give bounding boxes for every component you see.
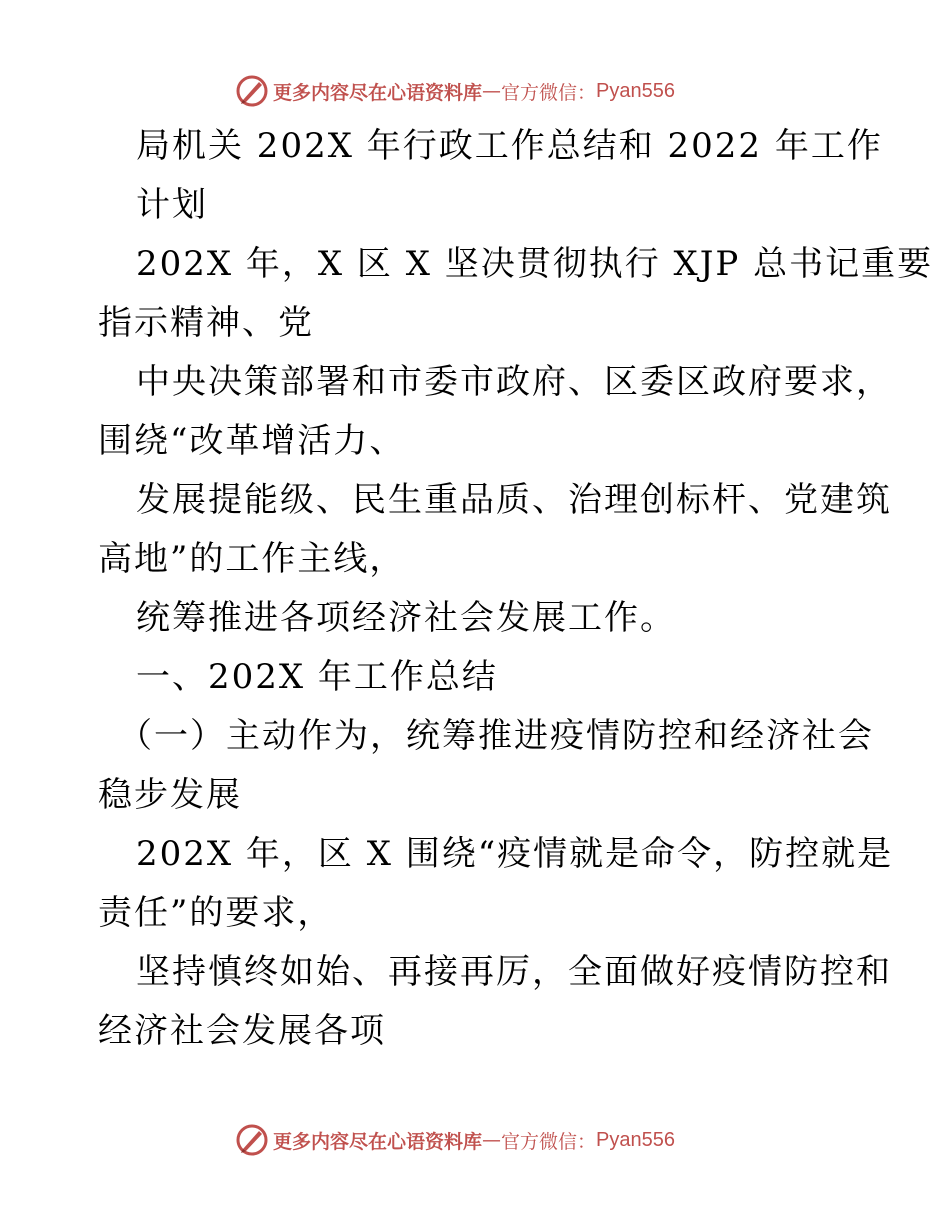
watermark-wechat-id: Pyan556 — [596, 79, 675, 102]
paragraph-line: 202X 年，区 X 围绕“疫情就是命令，防控就是 — [136, 834, 894, 874]
paragraph-line: 围绕“改革增活力、 — [98, 421, 406, 461]
paragraph-line: 202X 年，X 区 X 坚决贯彻执行 XJP 总书记重要 — [136, 244, 934, 284]
watermark-wechat-id: Pyan556 — [596, 1128, 675, 1151]
document-title-line-1: 局机关 202X 年行政工作总结和 2022 年工作 — [136, 126, 883, 166]
paragraph-line: 高地”的工作主线， — [98, 539, 406, 579]
paragraph-line: 指示精神、党 — [98, 303, 314, 343]
document-body — [98, 117, 934, 1061]
quill-logo-icon — [235, 1123, 269, 1157]
document-title-line-2: 计划 — [136, 185, 208, 225]
paragraph-line: 坚持慎终如始、再接再厉，全面做好疫情防控和 — [136, 952, 892, 992]
paragraph-line: 统筹推进各项经济社会发展工作。 — [136, 598, 676, 638]
paragraph-line: 责任”的要求， — [98, 893, 334, 933]
watermark-dash: — — [482, 80, 502, 102]
header-watermark — [235, 73, 675, 109]
quill-logo-icon — [235, 74, 269, 108]
paragraph-line: 中央决策部署和市委市政府、区委区政府要求， — [136, 362, 892, 402]
subsection-heading: （一）主动作为，统筹推进疫情防控和经济社会 — [118, 716, 874, 756]
watermark-text: 更多内容尽在心语资料库 — [273, 81, 483, 104]
paragraph-line: 发展提能级、民生重品质、治理创标杆、党建筑 — [136, 480, 892, 520]
subsection-heading-cont: 稳步发展 — [98, 775, 242, 815]
footer-watermark — [235, 1122, 675, 1158]
watermark-wechat-label: 官方微信： — [501, 1130, 597, 1153]
watermark-text: 更多内容尽在心语资料库 — [273, 1130, 483, 1153]
watermark-dash: — — [482, 1129, 502, 1151]
paragraph-line: 经济社会发展各项 — [98, 1011, 386, 1051]
section-heading: 一、202X 年工作总结 — [136, 657, 498, 697]
watermark-wechat-label: 官方微信： — [501, 81, 597, 104]
